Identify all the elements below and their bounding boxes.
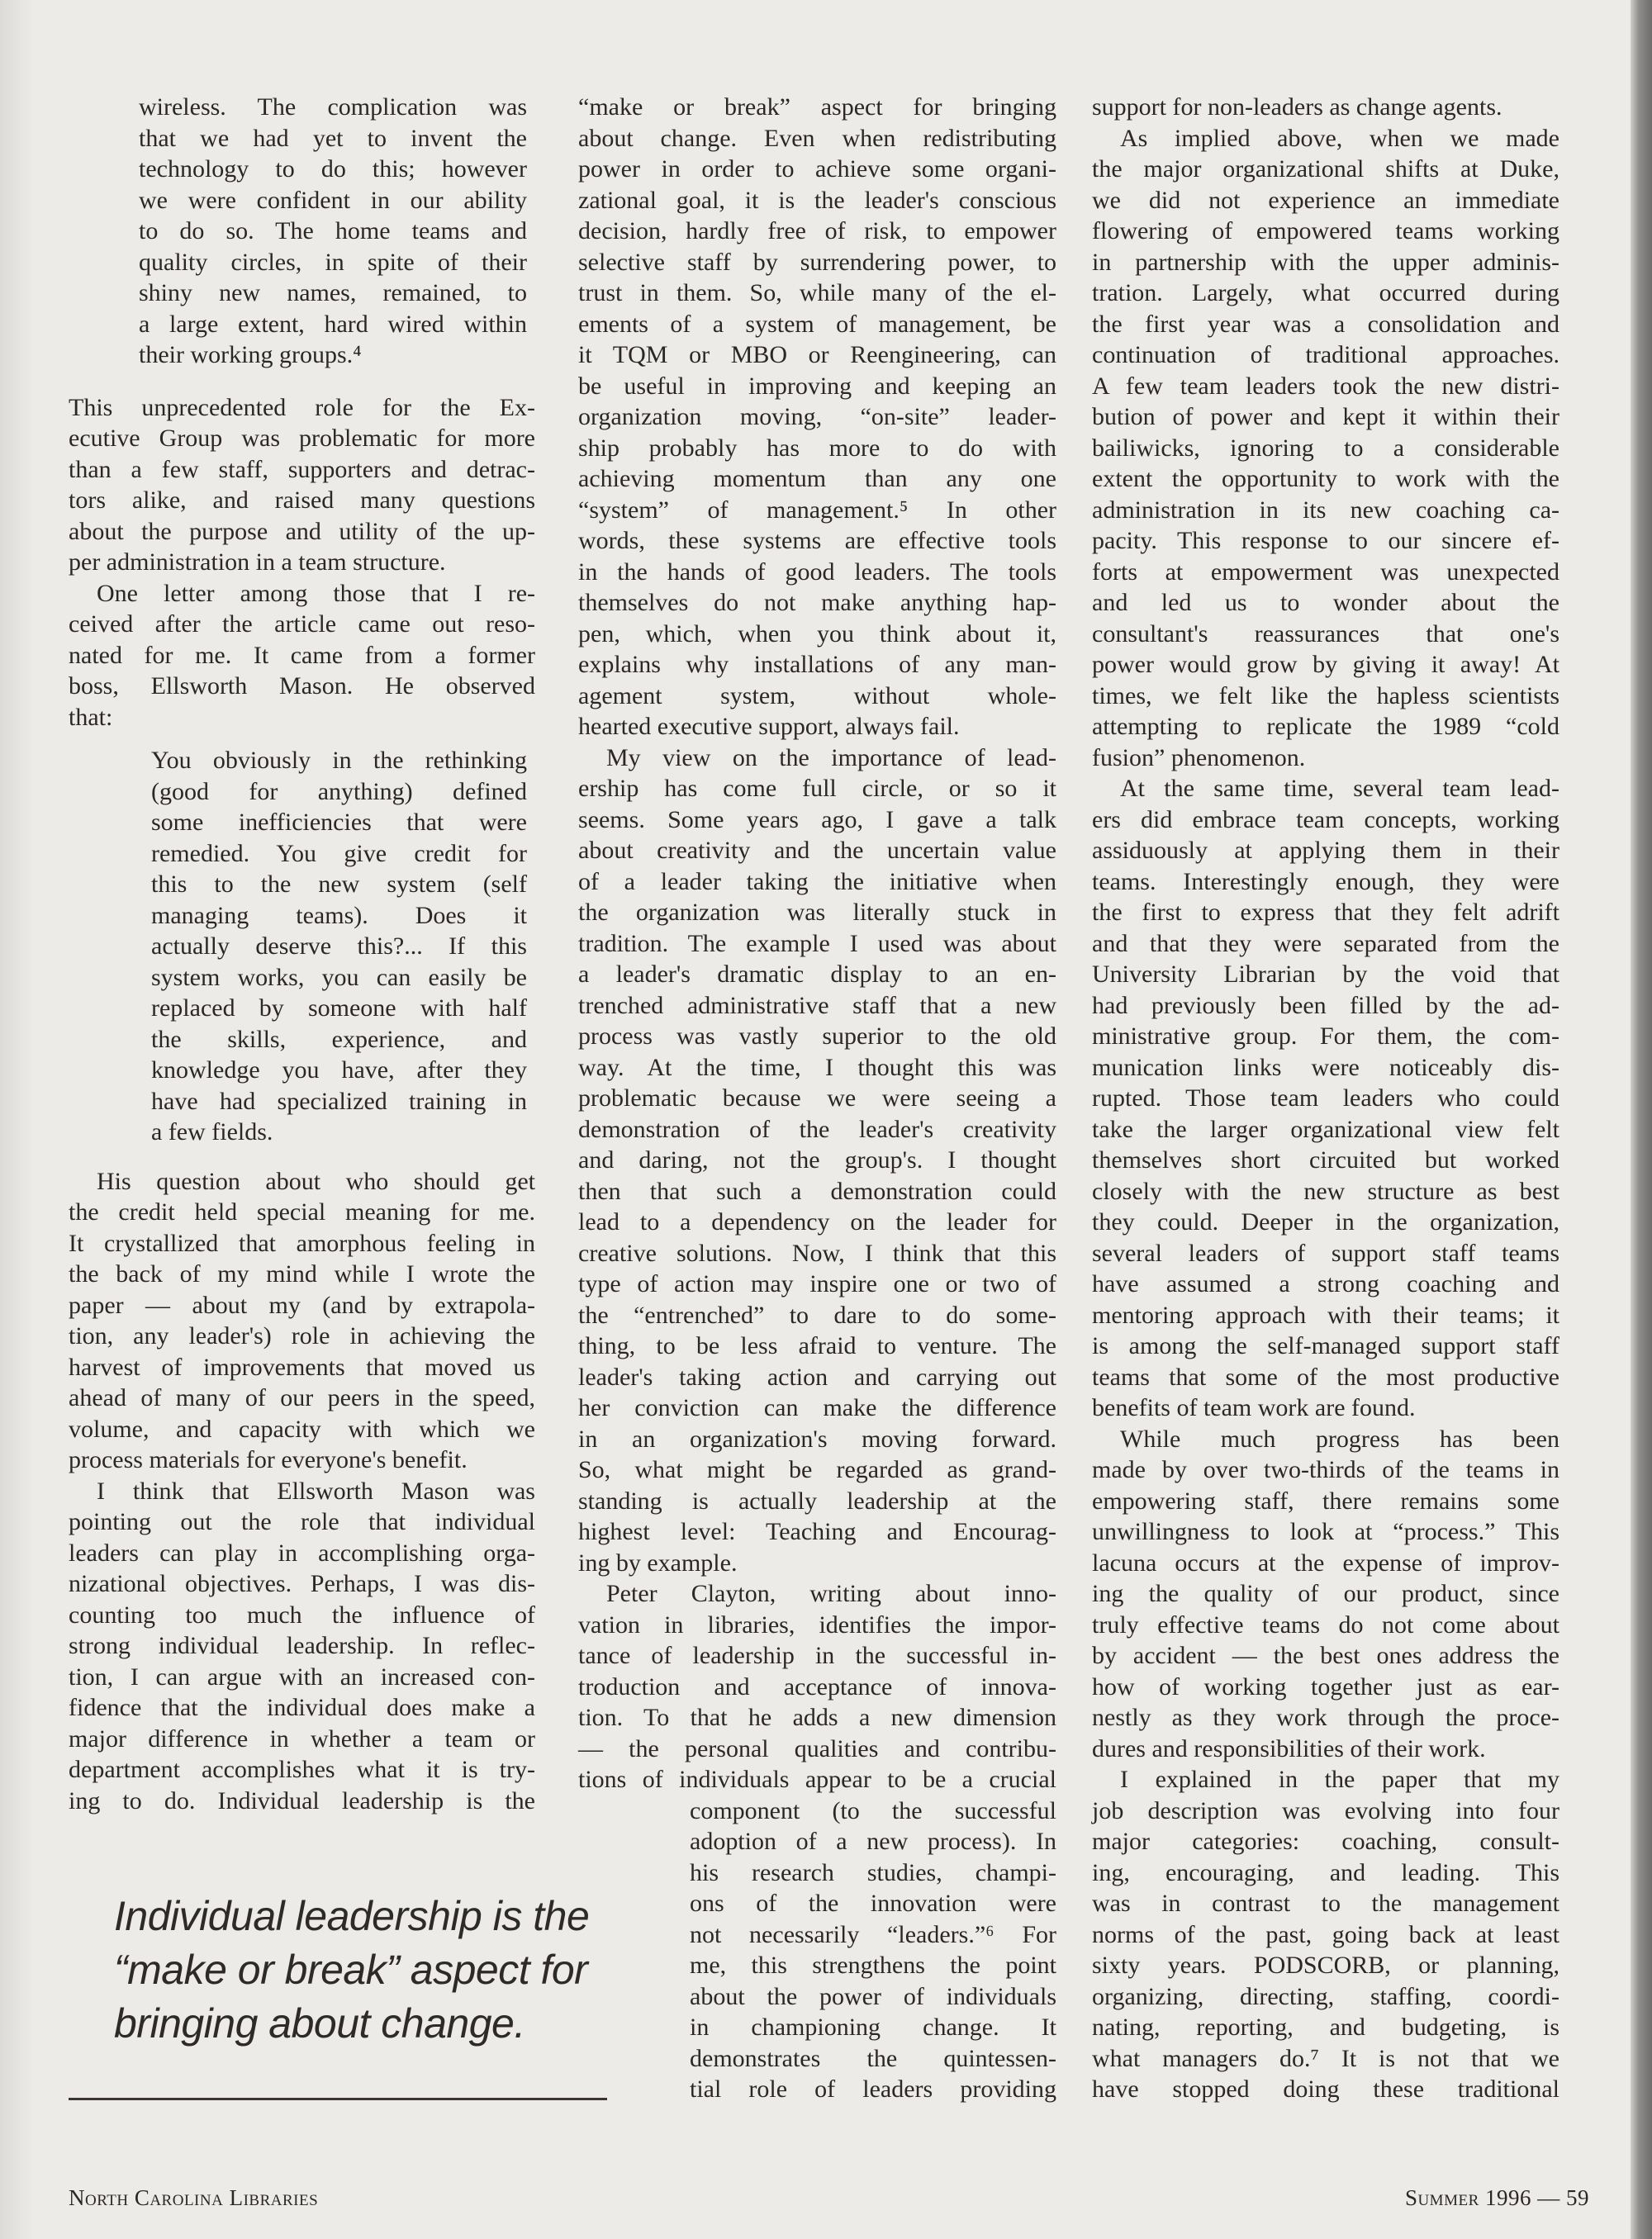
text-line: leaders can play in accomplishing orga- [69,1539,535,1567]
text-line: was in contrast to the management [1092,1890,1559,1917]
text-line: “system” of management.⁵ In other [578,496,1056,524]
text-line: and that they were separated from the [1092,929,1559,957]
text-line: ministrative group. For them, the com- [1092,1022,1559,1050]
text-line: wireless. The complication was [139,93,527,121]
text-line: ers did embrace team concepts, working [1092,805,1559,833]
text-line: how of working together just as ear- [1092,1672,1559,1701]
text-line: troduction and acceptance of innova- [578,1672,1056,1701]
footer-issue-page: Summer 1996 — 59 [1404,2185,1589,2210]
text-line: type of action may inspire one or two of [578,1270,1056,1297]
text-line: rupted. Those team leaders who could [1092,1084,1559,1112]
text-line: norms of the past, going back at least [1092,1920,1559,1948]
text-line: As implied above, when we made [1120,124,1559,152]
text-line: flowering of empowered teams working [1092,217,1559,244]
text-line: is among the self-managed support staff [1092,1332,1559,1359]
text-line: ing, encouraging, and leading. This [1092,1858,1559,1886]
text-line: consultant's reassurances that one's [1092,619,1559,648]
text-line: replaced by someone with half [151,994,527,1022]
text-line: nated for me. It came from a former [69,641,535,669]
text-line: trenched administrative staff that a new [578,991,1056,1019]
text-line: thing, to be less afraid to venture. The [578,1332,1056,1359]
page-edge-shadow [1631,0,1652,2239]
text-line: in the hands of good leaders. The tools [578,557,1056,586]
text-line: the “entrenched” to dare to do some- [578,1301,1056,1329]
text-line: about creativity and the uncertain value [578,837,1056,864]
text-line: about the power of individuals [690,1982,1056,2010]
text-line: the major organizational shifts at Duke, [1092,155,1559,183]
paragraph [69,578,535,733]
text-line: bution of power and kept it within their [1092,403,1559,430]
text-line: “make or break” aspect for bringing [578,93,1056,121]
text-column-3 [1092,92,1559,2105]
text-line: technology to do this; however [139,155,527,183]
text-line: that: [69,703,113,731]
text-line: department accomplishes what it is try- [69,1756,535,1783]
text-line: nestly as they work through the proce- [1092,1704,1559,1731]
text-line: ons of the innovation were [690,1890,1056,1917]
text-line: several leaders of support staff teams [1092,1239,1559,1267]
text-line: harvest of improvements that moved us [69,1353,535,1381]
text-line: process materials for everyone's benefit. [69,1446,468,1473]
text-line: of a leader taking the initiative when [578,867,1056,895]
text-line: dures and responsibilities of their work. [1092,1734,1486,1762]
text-line: administration in its new coaching ca- [1092,496,1559,524]
text-line: empowering staff, there remains some [1092,1487,1559,1515]
text-line: the credit held special meaning for me. [69,1198,535,1226]
text-line: strong individual leadership. In reflec- [69,1632,535,1659]
text-line: munication links were noticeably dis- [1092,1053,1559,1081]
text-line: the skills, experience, and [151,1025,527,1053]
text-line: about the purpose and utility of the up- [69,517,535,545]
paragraph [1092,773,1559,1424]
text-line: major difference in whether a team or [69,1724,535,1753]
text-line: At the same time, several team lead- [1120,775,1559,802]
paragraph [1092,123,1559,774]
text-line: I think that Ellsworth Mason was [97,1477,535,1505]
text-line: assiduously at applying them in their [1092,837,1559,864]
text-line: system works, you can easily be [151,963,527,991]
text-line: ecutive Group was problematic for more [69,425,535,452]
text-line: her conviction can make the difference [578,1394,1056,1421]
text-line: take the larger organizational view felt [1092,1115,1559,1143]
text-line: volume, and capacity with which we [69,1415,535,1443]
text-line: teams. Interestingly enough, they were [1092,867,1559,895]
text-line: we were confident in our ability [139,186,527,214]
text-line: nating, reporting, and budgeting, is [1092,2014,1559,2041]
text-line: nizational objectives. Perhaps, I was dis- [69,1570,535,1597]
paragraph [1092,1424,1559,1765]
text-line: themselves do not make anything hap- [578,589,1056,616]
text-line: ements of a system of management, be [578,310,1056,338]
text-line: in an organization's moving forward. [578,1425,1056,1453]
text-line: tion. To that he adds a new dimension [578,1704,1056,1731]
text-line: component (to the successful [690,1796,1056,1824]
text-line: they could. Deeper in the organization, [1092,1208,1559,1236]
text-line: pointing out the role that individual [69,1508,535,1535]
text-line: explains why installations of any man- [578,651,1056,678]
text-line: This unprecedented role for the Ex- [69,393,535,421]
text-line: problematic because we were seeing a [578,1084,1056,1112]
block-quote [151,745,527,1148]
paragraph [578,1578,1056,1795]
text-line: bailiwicks, ignoring to a considerable [1092,434,1559,462]
text-line: what managers do.⁷ It is not that we [1092,2044,1559,2072]
text-line: me, this strengthens the point [690,1952,1056,1979]
text-line: ership has come full circle, or so it [578,775,1056,802]
text-line: One letter among those that I re- [97,579,535,607]
text-line: process was vastly superior to the old [578,1022,1056,1050]
text-line: highest level: Teaching and Encourag- [578,1518,1056,1545]
text-line: creative solutions. Now, I think that this [578,1239,1056,1267]
text-line: tance of leadership in the successful in- [578,1642,1056,1669]
text-line: My view on the importance of lead- [606,743,1056,771]
block-quote-continued [139,92,527,371]
text-line: trust in them. So, while many of the el- [578,279,1056,306]
text-line: unwillingness to look at “process.” This [1092,1518,1559,1545]
text-line: tions of individuals appear to be a crucial [578,1766,1056,1793]
text-line: in championing change. It [690,2014,1056,2041]
text-line: major categories: coaching, consult- [1092,1828,1559,1855]
text-line: have had specialized training in [151,1087,527,1115]
text-line: support for non-leaders as change agents. [1092,93,1502,121]
text-line: ceived after the article came out reso- [69,610,535,638]
text-line: and led us to wonder about the [1092,589,1559,616]
text-line: had previously been filled by the ad- [1092,991,1559,1019]
text-line: be useful in improving and keeping an [578,372,1056,400]
text-line: truly effective teams do not come about [1092,1610,1559,1639]
text-line: extent the opportunity to work with the [1092,465,1559,492]
text-line: ahead of many of our peers in the speed, [69,1384,535,1411]
text-line: about change. Even when redistributing [578,124,1056,152]
text-line: closely with the new structure as best [1092,1177,1559,1205]
text-line: we did not experience an immediate [1092,186,1559,214]
text-line: tion, any leader's) role in achieving the [69,1322,535,1350]
text-line: pen, which, when you think about it, [578,619,1056,648]
text-line: (good for anything) defined [151,777,527,805]
text-line: So, what might be regarded as grand- [578,1456,1056,1483]
pull-quote-line: Individual leadership is the [114,1893,590,1939]
text-line: and daring, not the group's. I thought [578,1146,1056,1174]
text-line: shiny new names, remained, to [139,279,527,306]
text-line: paper — about my (and by extrapola- [69,1291,535,1319]
text-line: Peter Clayton, writing about inno- [606,1580,1056,1607]
text-line: organizing, directing, staffing, coordi- [1092,1982,1559,2010]
text-line: continuation of traditional approaches. [1092,341,1559,368]
text-line: zational goal, it is the leader's conscious [578,186,1056,214]
page-gutter-shadow [0,0,33,2239]
text-line: tration. Largely, what occurred during [1092,279,1559,306]
text-line: managing teams). Does it [151,901,527,929]
text-line: tors alike, and raised many questions [69,486,535,514]
text-line: power would grow by giving it away! At [1092,651,1559,678]
text-line: vation in libraries, identifies the impor- [578,1610,1056,1639]
text-line: organization moving, “on-site” leader- [578,403,1056,430]
text-line: have stopped doing these traditional [1092,2075,1559,2103]
text-line: the first to express that they felt adrift [1092,899,1559,926]
text-line: A few team leaders took the new distri- [1092,372,1559,400]
text-line: in partnership with the upper adminis- [1092,248,1559,276]
text-line: remedied. You give credit for [151,839,527,867]
text-line: ship probably has more to do with [578,434,1056,462]
text-line: to do so. The home teams and [139,217,527,244]
text-line: forts at empowerment was unexpected [1092,557,1559,586]
text-line: You obviously in the rethinking [151,747,527,774]
text-column-1 [69,92,535,1816]
text-line: power in order to achieve some organi- [578,155,1056,183]
text-line: themselves short circuited but worked [1092,1146,1559,1174]
paragraph [578,92,1056,742]
text-line: adoption of a new process). In [690,1828,1056,1855]
text-column-2 [578,92,1056,2105]
pull-quote [114,1890,626,2051]
text-line: demonstrates the quintessen- [690,2044,1056,2072]
text-line: it TQM or MBO or Reengineering, can [578,341,1056,368]
text-line: fidence that the individual does make a [69,1694,535,1721]
paragraph [69,1166,535,1476]
pull-quote-line: bringing about change. [114,2000,525,2047]
text-line: teams that some of the most productive [1092,1363,1559,1391]
text-line: demonstration of the leader's creativity [578,1115,1056,1143]
text-line: lacuna occurs at the expense of improv- [1092,1549,1559,1577]
text-line: by accident — the best ones address the [1092,1642,1559,1669]
text-line: mentoring approach with their teams; it [1092,1301,1559,1329]
text-line: the organization was literally stuck in [578,899,1056,926]
text-line: than a few staff, supporters and detrac- [69,455,535,483]
text-line: seems. Some years ago, I gave a talk [578,805,1056,833]
text-line: fusion” phenomenon. [1092,743,1306,771]
text-line: While much progress has been [1120,1425,1559,1453]
text-line: some inefficiencies that were [151,809,527,836]
text-line: their working groups.⁴ [139,341,362,368]
text-line: his research studies, champi- [690,1858,1056,1886]
text-line: attempting to replicate the 1989 “cold [1092,713,1559,740]
footer-publication: North Carolina Libraries [69,2185,319,2210]
text-line: achieving momentum than any one [578,465,1056,492]
text-line: tradition. The example I used was about [578,929,1056,957]
text-line: decision, hardly free of risk, to empower [578,217,1056,244]
text-line: I explained in the paper that my [1120,1766,1559,1793]
paragraph-narrow [690,1795,1056,2105]
text-line: then that such a demonstration could [578,1177,1056,1205]
text-line: benefits of team work are found. [1092,1394,1416,1421]
text-line: per administration in a team structure. [69,548,446,576]
text-line: — the personal qualities and contribu- [578,1734,1056,1762]
text-line: the first year was a consolidation and [1092,310,1559,338]
text-line: tion, I can argue with an increased con- [69,1663,535,1691]
paragraph [1092,1764,1559,2105]
text-line: counting too much the influence of [69,1601,535,1629]
text-line: that we had yet to invent the [139,124,527,152]
text-line: have assumed a strong coaching and [1092,1270,1559,1297]
pull-quote-line: “make or break” aspect for [114,1947,588,1993]
pull-quote-rule [69,2098,607,2100]
text-line: ing to do. Individual leadership is the [69,1786,535,1814]
text-line: a few fields. [151,1118,273,1146]
text-line: this to the new system (self [151,870,527,898]
text-line: selective staff by surrendering power, to [578,248,1056,276]
text-line: quality circles, in spite of their [139,248,527,276]
paragraph [69,392,535,578]
text-line: His question about who should get [97,1167,535,1195]
paragraph [1092,92,1559,123]
text-line: ing the quality of our product, since [1092,1580,1559,1607]
text-line: the back of my mind while I wrote the [69,1260,535,1288]
text-line: made by over two-thirds of the teams in [1092,1456,1559,1483]
text-line: actually deserve this?... If this [151,932,527,960]
text-line: It crystallized that amorphous feeling in [69,1229,535,1257]
text-line: a large extent, hard wired within [139,310,527,338]
text-line: sixty years. PODSCORB, or planning, [1092,1952,1559,1979]
text-line: agement system, without whole- [578,681,1056,709]
text-line: a leader's dramatic display to an en- [578,961,1056,988]
text-line: knowledge you have, after they [151,1056,527,1084]
paragraph [69,1476,535,1817]
text-line: ing by example. [578,1549,738,1577]
text-line: pacity. This response to our sincere ef- [1092,527,1559,554]
text-line: job description was evolving into four [1092,1796,1559,1824]
text-line: way. At the time, I thought this was [578,1053,1056,1081]
text-line: standing is actually leadership at the [578,1487,1056,1515]
text-line: tial role of leaders providing [690,2075,1056,2103]
text-line: leader's taking action and carrying out [578,1363,1056,1391]
text-line: hearted executive support, always fail. [578,713,960,740]
text-line: boss, Ellsworth Mason. He observed [69,672,535,700]
text-line: lead to a dependency on the leader for [578,1208,1056,1236]
text-line: words, these systems are effective tools [578,527,1056,554]
text-line: times, we felt like the hapless scientists [1092,681,1559,709]
paragraph [578,742,1056,1579]
text-line: not necessarily “leaders.”⁶ For [690,1920,1056,1948]
text-line: University Librarian by the void that [1092,961,1559,988]
